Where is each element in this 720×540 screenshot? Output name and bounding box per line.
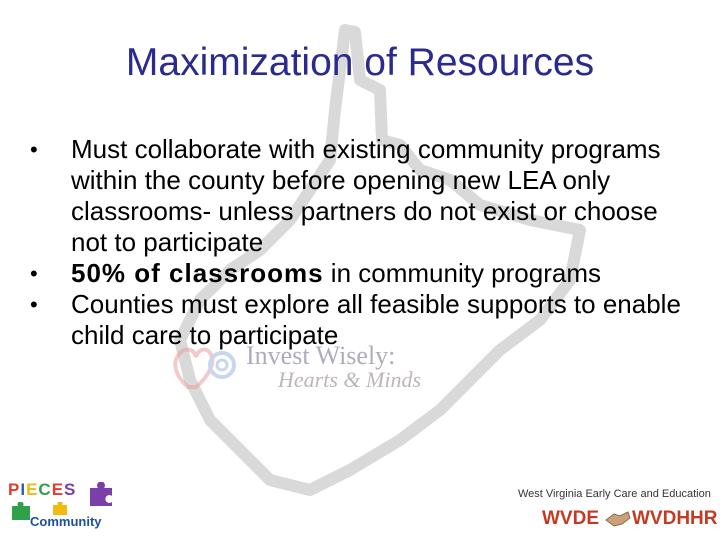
bullet-dot: • [30, 292, 38, 317]
bullet-bold-text: 50% of classrooms [71, 258, 324, 288]
invest-wisely-watermark [170, 335, 421, 395]
bullet-list [30, 134, 690, 351]
pieces-letter: I [20, 480, 27, 499]
footer-org-text: West Virginia Early Care and Education [518, 488, 711, 500]
community-label: Community [30, 514, 102, 529]
pieces-letter: C [38, 480, 52, 499]
puzzle-piece-icon [86, 482, 116, 508]
bullet-text: Counties must explore all feasible supports to enable child care to participate [71, 289, 681, 350]
bullet-text: in community programs [323, 258, 601, 288]
wvdhhr-label: WVDHHR [632, 508, 718, 529]
handshake-icon [604, 504, 632, 532]
heart-spiral-icon [170, 339, 240, 395]
bullet-item [30, 134, 690, 258]
pieces-letter: P [8, 480, 21, 499]
pieces-letter: E [26, 480, 39, 499]
invest-wisely-line2: Hearts & Minds [278, 367, 421, 392]
bullet-dot: • [30, 261, 38, 286]
bullet-text: Must collaborate with existing community programs within the county before opening new LEA only classrooms- unless partners do not exist or choose not to participate [71, 134, 661, 257]
wvde-label: WVDE [542, 508, 599, 529]
bullet-dot: • [30, 137, 38, 162]
pieces-letter: S [64, 480, 77, 499]
puzzle-piece-icon [10, 502, 32, 522]
slide-title: Maximization of Resources [125, 41, 595, 84]
pieces-letter: E [51, 480, 65, 499]
bullet-item [30, 258, 690, 289]
wv-early-care-footer [512, 488, 720, 536]
invest-wisely-line1: Invest Wisely: [246, 341, 396, 370]
pieces-wordmark [8, 480, 76, 500]
pieces-community-logo [4, 478, 119, 536]
